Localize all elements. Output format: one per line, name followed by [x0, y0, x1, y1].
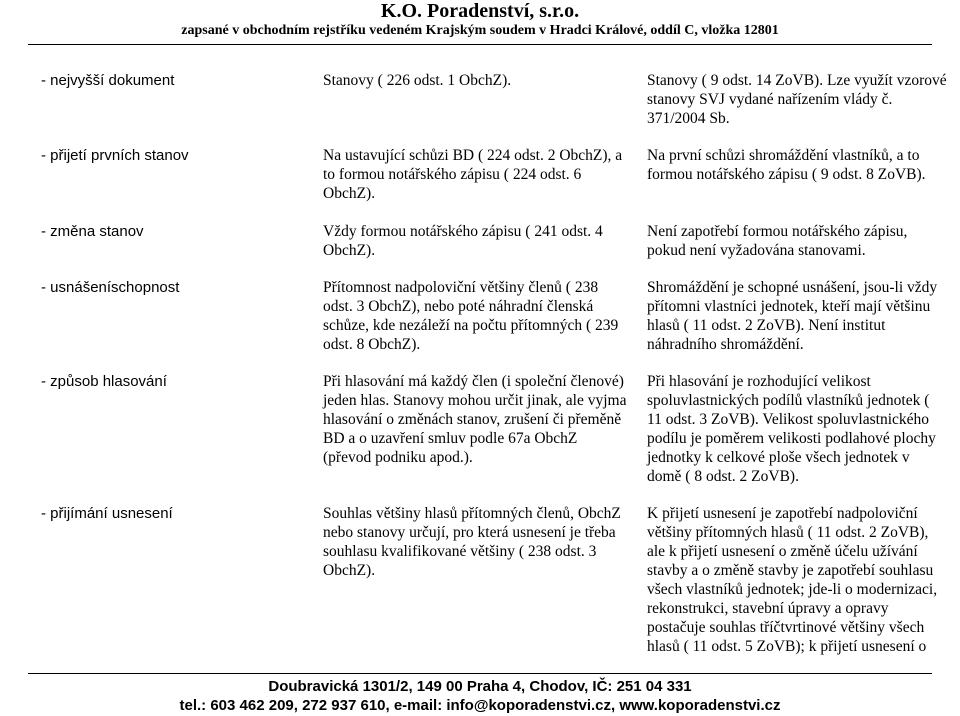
page-header [0, 0, 960, 40]
bd-text: Stanovy ( 226 odst. 1 ObchZ). [323, 72, 512, 89]
footer-rule [28, 673, 932, 674]
row-label: - způsob hlasování [41, 373, 167, 390]
header-rule [28, 44, 932, 45]
bd-text: Při hlasování má každý člen (i společní členové) jeden hlas. Stanovy mohou určit jinak, ale vyjma hlasování o změnách stanov, zrušení či přeměně BD a o uzavření smluv podle 67a ObchZ (převod podniku apod.). [323, 373, 627, 466]
row-label: - nejvyšší dokument [41, 72, 175, 89]
svj-text: K přijetí usnesení je zapotřebí nadpoloviční většiny přítomných hlasů ( 11 odst. 2 ZoVB), ale k přijetí usnesení o změně účelu užívání stavby a o změně stavby je zapotřebí souhlasu všech vlastníků jednotek; jde-li o modernizaci, rekonstrukci, stavební úpravy a opravy postačuje souhlas tříčtvrtinové většiny všech hlasů ( 11 odst. 5 ZoVB); k přijetí usnesení o [647, 505, 938, 655]
svj-text: Na první schůzi shromáždění vlastníků, a to formou notářského zápisu ( 9 odst. 8 ZoVB). [647, 147, 926, 183]
row-label: - změna stanov [41, 223, 144, 240]
bd-text: Souhlas většiny hlasů přítomných členů, ObchZ nebo stanovy určují, pro která usnesení je třeba souhlasu kvalifikované většiny ( 238 odst. 3 ObchZ). [323, 505, 621, 579]
svj-text: Stanovy ( 9 odst. 14 ZoVB). Lze využít vzorové stanovy SVJ vydané nařízením vlády č. 371/2004 Sb. [647, 72, 947, 127]
registry-info: zapsané v obchodním rejstříku vedeném Krajským soudem v Hradci Králové, oddíl C, vložka 12801 [181, 23, 779, 38]
svj-text: Není zapotřebí formou notářského zápisu, pokud není vyžadována stanovami. [647, 223, 908, 259]
bd-text: Přítomnost nadpoloviční většiny členů ( 238 odst. 3 ObchZ), nebo poté náhradní členská schůze, kde nezáleží na počtu přítomných ( 239 odst. 8 ObchZ). [323, 279, 619, 353]
bd-text: Na ustavující schůzi BD ( 224 odst. 2 ObchZ), a to formou notářského zápisu ( 224 odst. 6 ObchZ). [323, 147, 623, 202]
footer-address: Doubravická 1301/2, 149 00 Praha 4, Chodov, IČ: 251 04 331 [268, 678, 692, 695]
row-label: - přijímání usnesení [41, 505, 173, 522]
svj-text: Shromáždění je schopné usnášení, jsou-li vždy přítomni vlastníci jednotek, kteří mají většinu hlasů ( 11 odst. 2 ZoVB). Není institut náhradního shromáždění. [647, 279, 938, 353]
bd-text: Vždy formou notářského zápisu ( 241 odst. 4 ObchZ). [323, 223, 603, 259]
company-name: K.O. Poradenství, s.r.o. [380, 0, 580, 22]
svj-text: Při hlasování je rozhodující velikost spoluvlastnických podílů vlastníků jednotek ( 11 odst. 3 ZoVB). Velikost spoluvlastnického podílu je poměrem velikosti podlahové plochy jednotky k celkové ploše všech jednotek v domě ( 8 odst. 2 ZoVB). [647, 373, 936, 485]
footer-contact: tel.: 603 462 209, 272 937 610, e-mail: info@koporadenstvi.cz, www.koporadenstvi.cz [179, 697, 781, 714]
row-label: - usnášeníschopnost [41, 279, 180, 296]
row-label: - přijetí prvních stanov [41, 147, 189, 164]
